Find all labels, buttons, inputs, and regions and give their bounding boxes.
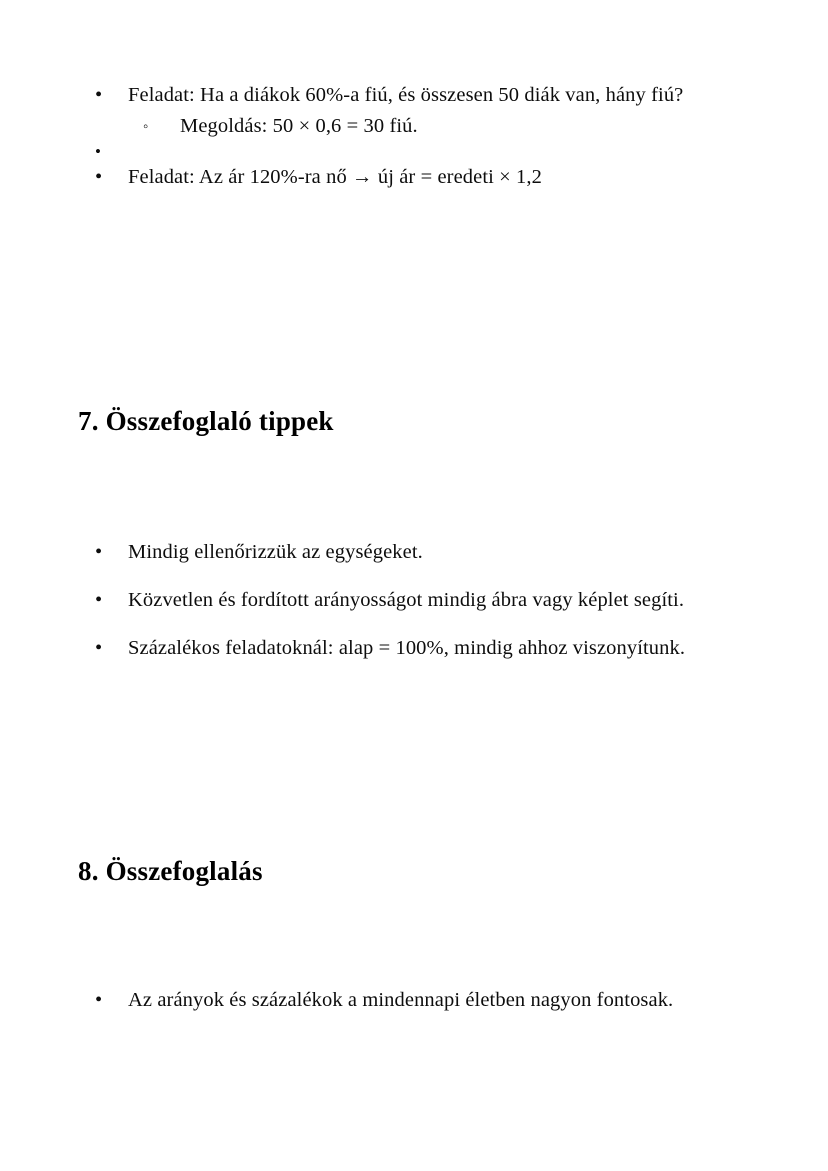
list-item-sub xyxy=(80,111,780,142)
bullet-marker-icon: • xyxy=(95,637,103,659)
section-heading-summary: 8. Összefoglalás xyxy=(78,856,263,886)
bullet-marker-icon: • xyxy=(95,166,103,188)
list-item-text: Százalékos feladatoknál: alap = 100%, mindig ahhoz viszonyítunk. xyxy=(128,637,686,659)
sub-bullet-marker-icon: ◦ xyxy=(143,119,149,135)
bullet-marker-icon: • xyxy=(95,142,102,161)
tips-bullet-list xyxy=(80,537,780,664)
list-item-text: Az arányok és százalékok a mindennapi életben nagyon fontosak. xyxy=(128,989,674,1011)
list-item xyxy=(80,985,780,1016)
examples-section xyxy=(80,80,780,193)
section-heading-tips: 7. Összefoglaló tippek xyxy=(78,406,334,436)
bullet-marker-icon: • xyxy=(95,84,103,106)
list-item-text: Közvetlen és fordított arányosságot mindig ábra vagy képlet segíti. xyxy=(128,589,685,611)
list-item xyxy=(80,162,780,193)
examples-bullet-list xyxy=(80,80,780,193)
list-item-text: Megoldás: 50 × 0,6 = 30 fiú. xyxy=(180,115,418,137)
list-item-text: Mindig ellenőrizzük az egységeket. xyxy=(128,541,423,563)
tips-section xyxy=(80,537,780,664)
list-item-text: Feladat: Ha a diákok 60%-a fiú, és összesen 50 diák van, hány fiú? xyxy=(128,84,684,106)
bullet-marker-icon: • xyxy=(95,589,103,611)
list-item xyxy=(80,633,780,664)
list-item xyxy=(80,585,780,616)
list-item-text: Feladat: Az ár 120%-ra nő → új ár = eredeti × 1,2 xyxy=(128,166,542,188)
bullet-marker-icon: • xyxy=(95,541,103,563)
list-item xyxy=(80,80,780,111)
bullet-marker-icon: • xyxy=(95,989,103,1011)
list-item xyxy=(80,537,780,568)
list-item-empty xyxy=(80,142,780,162)
summary-bullet-list xyxy=(80,985,780,1016)
summary-section xyxy=(80,985,780,1016)
